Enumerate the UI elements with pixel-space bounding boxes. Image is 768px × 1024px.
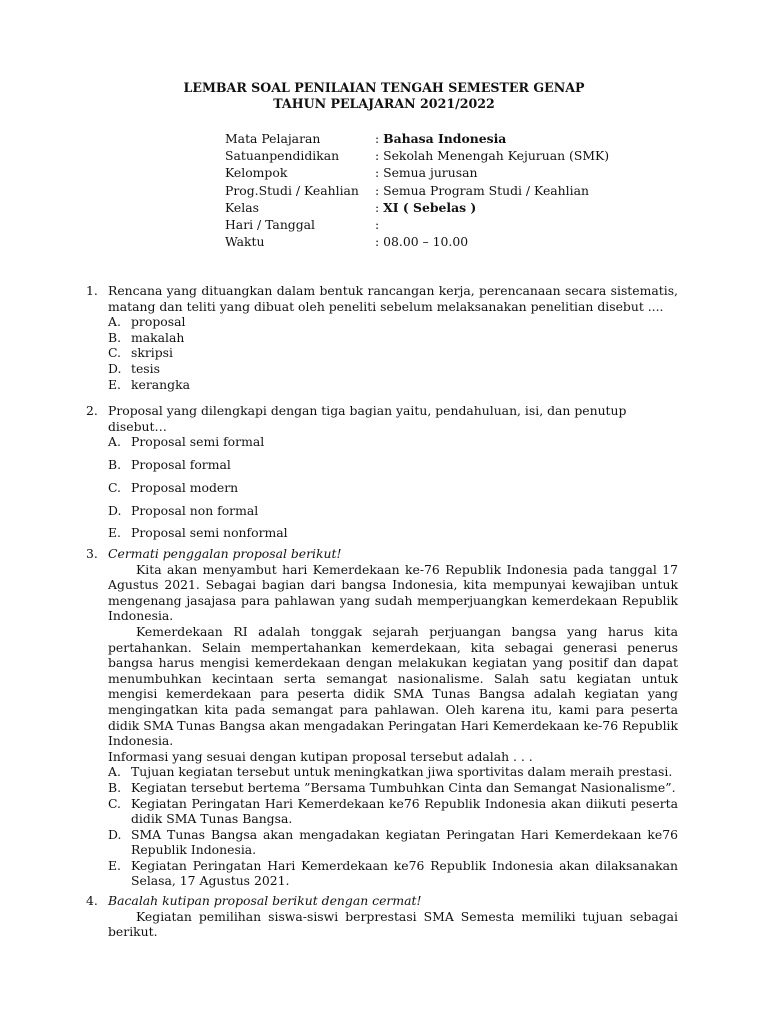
info-label: Waktu: [225, 234, 265, 250]
info-row: [225, 148, 609, 165]
info-label: Kelas: [225, 199, 259, 215]
info-value: : Sekolah Menengah Kejuruan (SMK): [375, 148, 610, 164]
passage-paragraph: Kemerdekaan RI adalah tonggak sejarah perjuangan bangsa yang harus kita pertahankan. Selain mempertahankan kemerdekaan, kita sebagai generasi penerus bangsa harus mengisi kemerdekaan dengan melakukan kegiatan yang positif dan dapat menumbuhkan kecintaan serta semangat nasionalisme. Salah satu kegiatan untuk mengisi kemerdekaan para peserta didik SMA Tunas Bangsa adalah kegiatan yang mengingatkan kita pada semangat para pahlawan. Oleh karena itu, kami para peserta didik SMA Tunas Bangsa akan mengadakan Peringatan Hari Kemerdekaan ke-76 Republik: [108, 623, 679, 733]
answer-option: B. Kegiatan tersebut bertema ”Bersama Tumbuhkan Cinta dan Semangat Nasionalisme”.: [108, 779, 676, 795]
answer-option: E. kerangka: [108, 376, 190, 392]
question-3: [86, 546, 678, 889]
info-value: : Bahasa Indonesia: [375, 131, 507, 146]
question-2: [86, 403, 678, 548]
answer-option: C. skripsi: [108, 345, 174, 361]
info-label: Satuanpendidikan: [225, 148, 340, 164]
question-4: [86, 893, 678, 940]
info-label: Kelompok: [225, 165, 288, 181]
info-row: [225, 234, 609, 251]
info-label: Hari / Tanggal: [225, 216, 316, 232]
info-value: :: [375, 216, 380, 232]
question-number: 2.: [86, 403, 98, 418]
info-value: : Semua Program Studi / Keahlian: [375, 182, 589, 198]
passage-paragraph-end: Indonesia.: [108, 733, 174, 749]
question-1: [86, 283, 678, 392]
question-number: 3.: [86, 546, 98, 561]
answer-option: D. SMA Tunas Bangsa akan mengadakan kegiatan Peringatan Hari Kemerdekaan ke76 Republik Indonesia.: [108, 826, 678, 858]
answer-option: C. Kegiatan Peringatan Hari Kemerdekaan ke76 Republik Indonesia akan diikuti peserta didik SMA Tunas Bangsa.: [108, 795, 678, 827]
question-number: 1.: [86, 283, 98, 298]
question-text: Proposal yang dilengkapi dengan tiga bagian yaitu, pendahuluan, isi, dan penutup disebut…: [108, 403, 627, 434]
question-instruction: Cermati penggalan proposal berikut!: [108, 546, 342, 561]
info-row: [225, 200, 609, 217]
document-title-line1: LEMBAR SOAL PENILAIAN TENGAH SEMESTER GENAP: [183, 80, 585, 95]
info-value: : Semua jurusan: [375, 165, 478, 181]
question-number: 4.: [86, 893, 98, 908]
info-row: [225, 217, 609, 234]
info-label: Prog.Studi / Keahlian: [225, 182, 359, 198]
document-title-line2: TAHUN PELAJARAN 2021/2022: [273, 96, 495, 111]
info-label: Mata Pelajaran: [225, 131, 321, 146]
answer-option: D. Proposal non formal: [108, 502, 259, 518]
question-text: Informasi yang sesuai dengan kutipan proposal tersebut adalah . . .: [108, 748, 533, 764]
answer-option: B. Proposal formal: [108, 456, 231, 472]
answer-option: A. Proposal semi formal: [108, 434, 265, 450]
answer-option: C. Proposal modern: [108, 479, 239, 495]
question-text: Rencana yang dituangkan dalam bentuk rancangan kerja, perencanaan secara sistematis, matang dan teliti yang dibuat oleh peneliti sebelum melaksanakan penelitian disebut ....: [108, 283, 678, 314]
answer-option: E. Proposal semi nonformal: [108, 525, 288, 541]
passage-paragraph: Kegiatan pemilihan siswa-siswi berprestasi SMA Semesta memiliki tujuan sebagai berikut.: [108, 908, 678, 940]
info-row: [225, 183, 609, 200]
answer-option: D. tesis: [108, 360, 160, 376]
question-instruction: Bacalah kutipan proposal berikut dengan cermat!: [108, 893, 422, 908]
info-value: : 08.00 – 10.00: [375, 234, 469, 250]
answer-option: B. makalah: [108, 329, 185, 345]
answer-option: E. Kegiatan Peringatan Hari Kemerdekaan ke76 Republik Indonesia akan dilaksanakan Selasa, 17 Agustus 2021.: [108, 857, 678, 889]
info-row: [225, 131, 609, 148]
info-row: [225, 165, 609, 182]
answer-option: A. proposal: [108, 314, 186, 330]
passage-paragraph: Kita akan menyambut hari Kemerdekaan ke-76 Republik Indonesia pada tanggal 17 Agustus 2021. Sebagai bagian dari bangsa Indonesia, kita mempunyai kewajiban untuk mengenang jasajasa para pahlawan yang sudah memperjuangkan kemerdekaan Republik Indonesia.: [108, 561, 678, 624]
answer-option: A. Tujuan kegiatan tersebut untuk meningkatkan jiwa sportivitas dalam meraih prestasi.: [108, 764, 673, 780]
info-value: : XI ( Sebelas ): [375, 199, 477, 215]
exam-info-table: [225, 131, 609, 251]
